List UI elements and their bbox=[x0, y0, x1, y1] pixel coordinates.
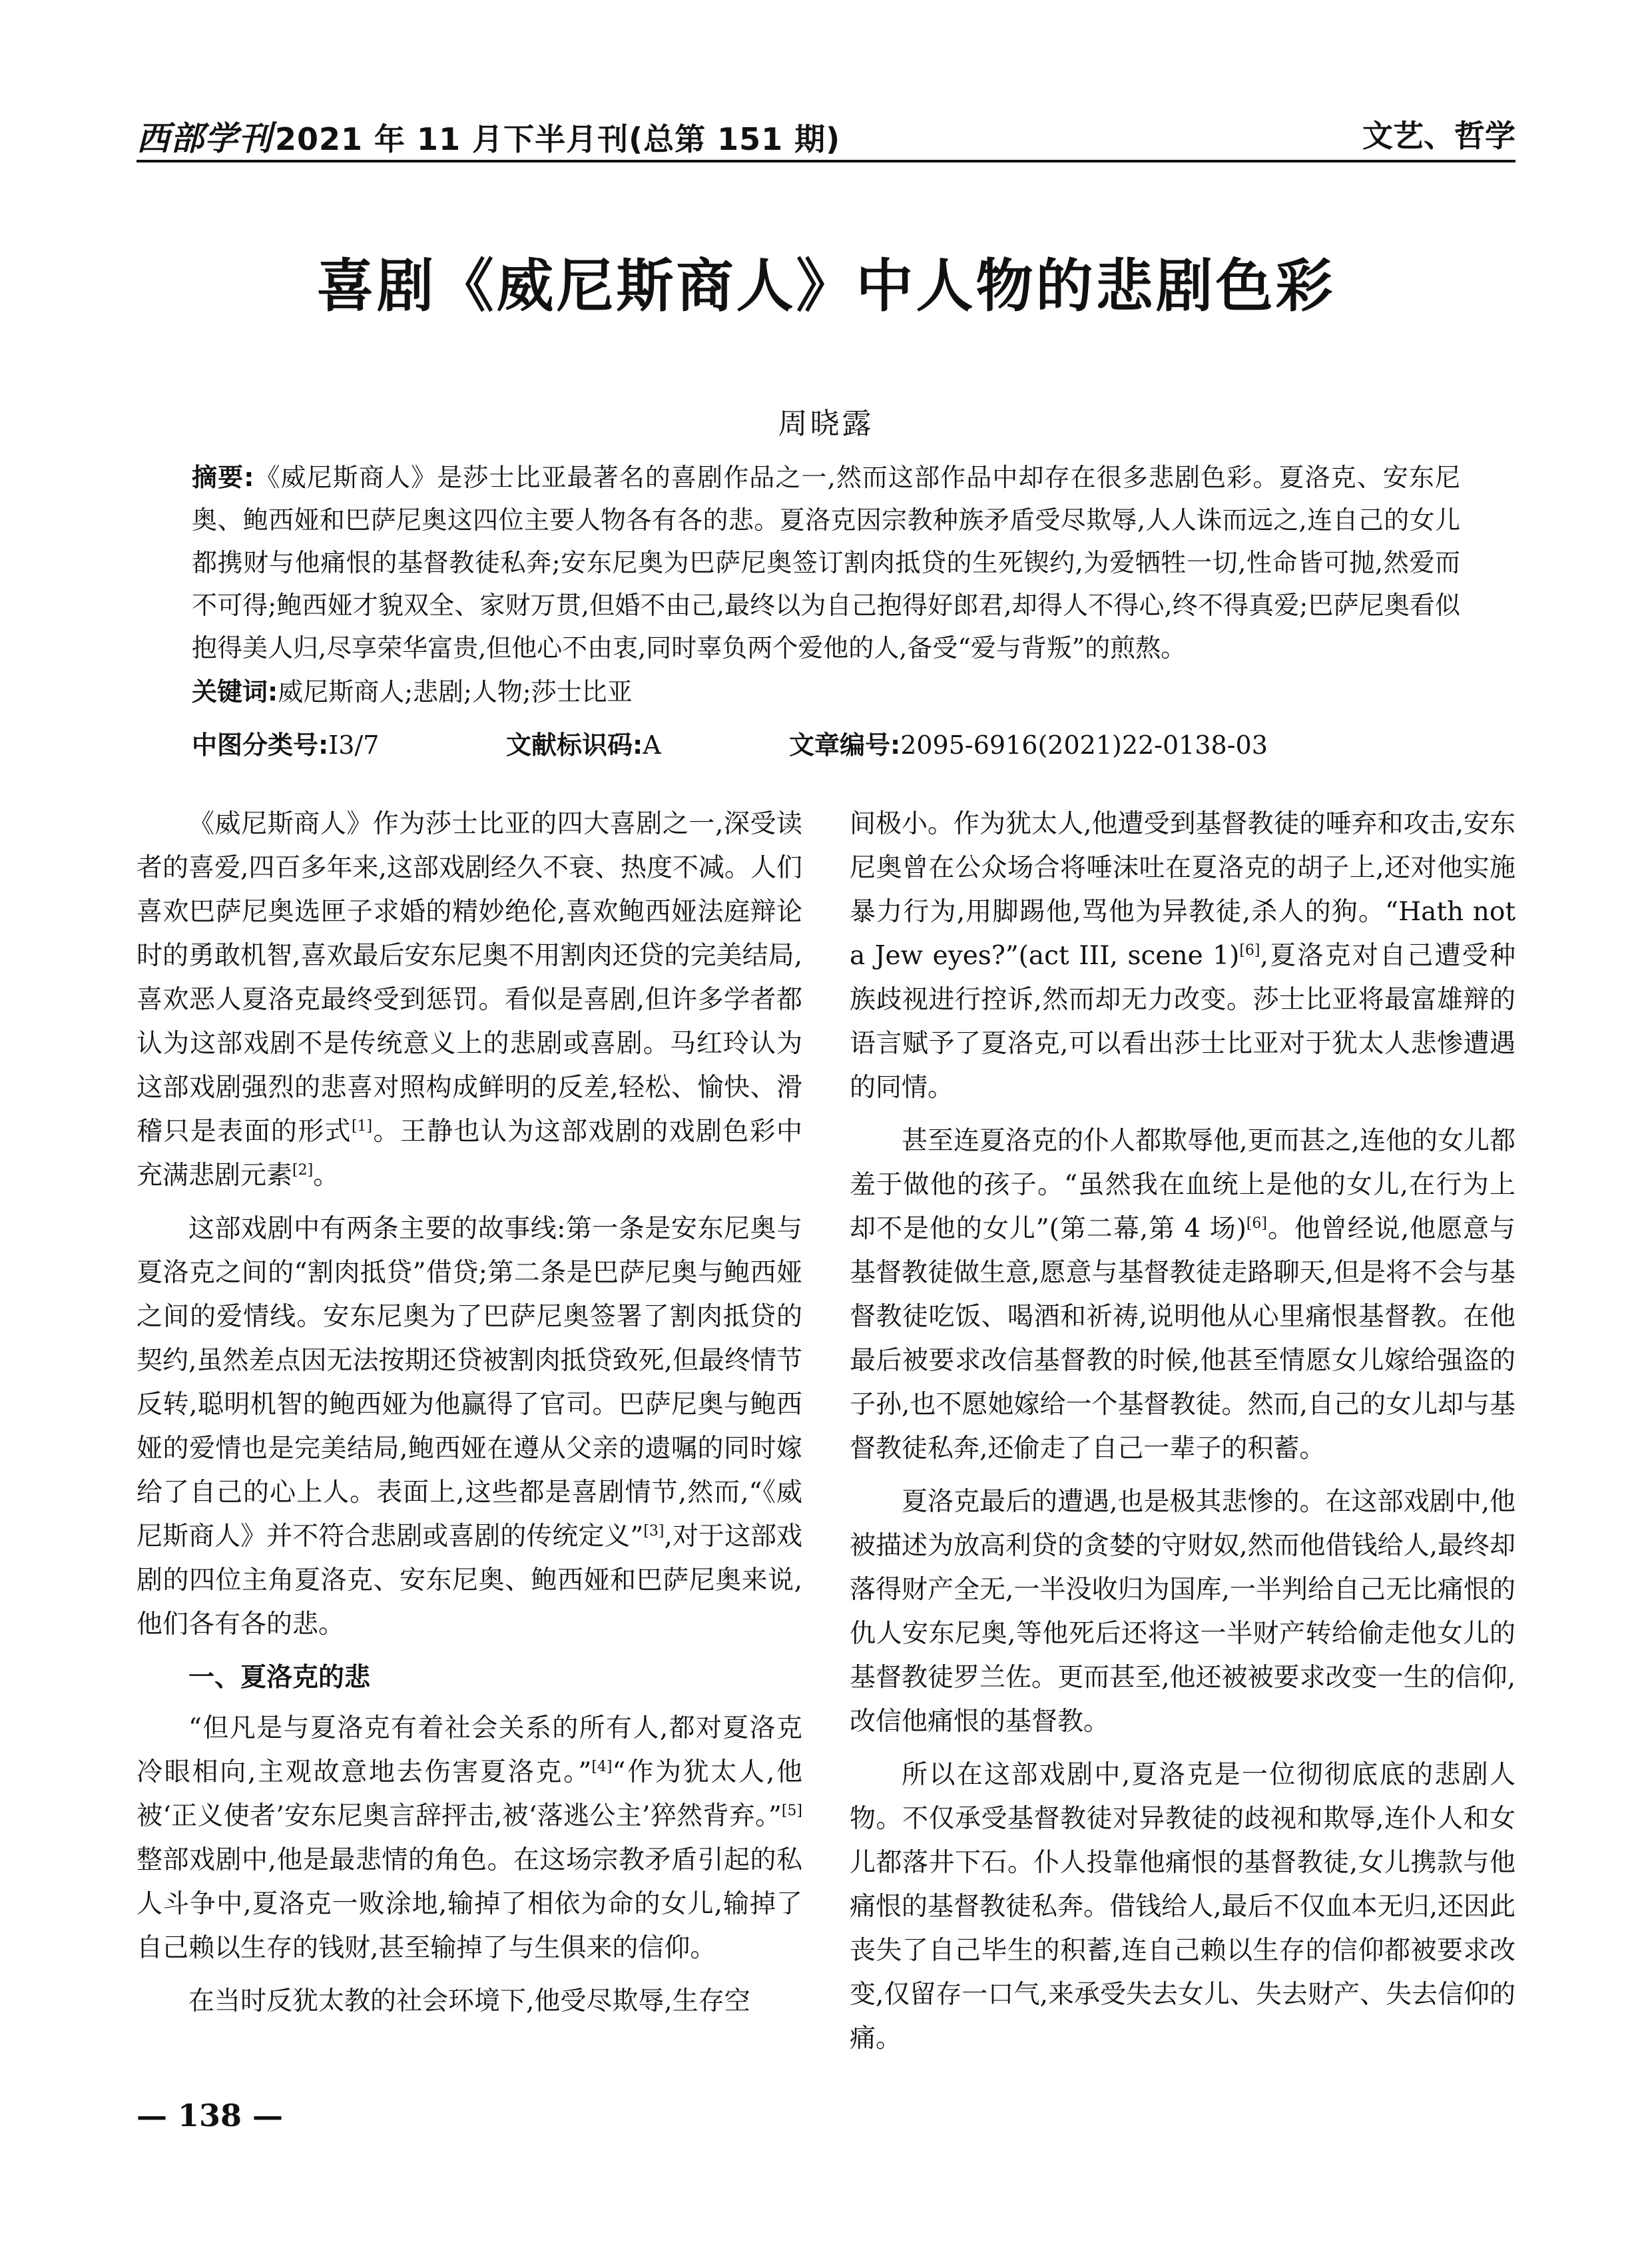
paragraph: 在当时反犹太教的社会环境下,他受尽欺辱,生存空 bbox=[188, 1986, 750, 2016]
abstract-text: 《威尼斯商人》是莎士比亚最著名的喜剧作品之一,然而这部作品中却存在很多悲剧色彩。夏洛克、安东尼奥、鲍西娅和巴萨尼奥这四位主要人物各有各的悲。夏洛克因宗教种族矛盾受尽欺辱,人人诛而远之,连自己的女儿都携财与他痛恨的基督教徒私奔;安东尼奥为巴萨尼奥签订割肉抵贷的生死锲约,为爱牺牲一切,性命皆可抛,然爱而不可得;鲍西娅才貌双全、家财万贯,但婚不由己,最终以为自己抱得好郎君,却得人不得心,终不得真爱;巴萨尼奥看似抱得美人归,尽享荣华富贵,但他心不由衷,同时辜负两个爱他的人,备受“爱与背叛”的煎熬。 bbox=[192, 463, 1460, 663]
citation: [6] bbox=[1246, 1215, 1267, 1232]
document-code bbox=[506, 724, 661, 761]
issue-info: 2021 年 11 月下半月刊(总第 151 期) bbox=[275, 121, 841, 157]
clc-label: 中图分类号: bbox=[192, 730, 329, 760]
clc-value: I3/7 bbox=[328, 730, 380, 760]
paragraph: 夏洛克最后的遭遇,也是极其悲惨的。在这部戏剧中,他被描述为放高利贷的贪婪的守财奴,然而他借钱给人,最终却落得财产全无,一半没收归为国库,一半判给自己无比痛恨的仇人安东尼奥,等他死后还将这一半财产转给偷走他女儿的基督教徒罗兰佐。更而甚至,他还被被要求改变一生的信仰,改信他痛恨的基督教。 bbox=[850, 1487, 1515, 1737]
paragraph: 间极小。作为犹太人,他遭受到基督教徒的唾弃和攻击,安东尼奥曾在公众场合将唾沫吐在夏洛克的胡子上,还对他实施暴力行为,用脚踢他,骂他为异教徒,杀人的狗。“Hath not a Jew eyes?”(act III, scene 1)[6],夏洛克对自己遭受种族歧视进行控诉,然而却无力改变。莎士比亚将最富雄辩的语言赋予了夏洛克,可以看出莎士比亚对于犹太人悲惨遭遇的同情。 bbox=[850, 809, 1515, 1103]
citation: [6] bbox=[1239, 942, 1260, 959]
body-left-column bbox=[137, 802, 802, 2033]
citation: [2] bbox=[292, 1162, 314, 1179]
body-right-column bbox=[850, 802, 1515, 2070]
keywords-text: 威尼斯商人;悲剧;人物;莎士比亚 bbox=[278, 677, 633, 706]
abstract bbox=[192, 456, 1460, 669]
abstract-label: 摘要: bbox=[192, 463, 254, 492]
paragraph: 所以在这部戏剧中,夏洛克是一位彻彻底底的悲剧人物。不仅承受基督教徒对异教徒的歧视和欺辱,连仆人和女儿都落井下石。仆人投靠他痛恨的基督教徒,女儿携款与他痛恨的基督教徒私奔。借钱给人,最后不仅血本无归,还因此丧失了自己毕生的积蓄,连自己赖以生存的信仰都被要求改变,仅留存一口气,来承受失去女儿、失去财产、失去信仰的痛。 bbox=[850, 1760, 1515, 2054]
running-header-issue bbox=[137, 112, 840, 160]
journal-logo: 西部学刊 bbox=[137, 119, 272, 158]
citation: [4] bbox=[591, 1759, 613, 1775]
citation: [1] bbox=[351, 1118, 373, 1135]
paragraph: 甚至连夏洛克的仆人都欺辱他,更而甚之,连他的女儿都羞于做他的孩子。“虽然我在血统上是他的女儿,在行为上却不是他的女儿”(第二幕,第 4 场)[6]。他曾经说,他愿意与基督教徒做生意,愿意与基督教徒走路聊天,但是将不会与基督教徒吃饭、喝酒和祈祷,说明他从心里痛恨基督教。在他最后被要求改信基督教的时候,他甚至情愿女儿嫁给强盗的子孙,也不愿她嫁给一个基督教徒。然而,自己的女儿却与基督教徒私奔,还偷走了自己一辈子的积蓄。 bbox=[850, 1126, 1515, 1464]
doc-code-value: A bbox=[643, 730, 661, 760]
citation: [5] bbox=[781, 1803, 802, 1819]
article-author: 周晓露 bbox=[778, 407, 874, 441]
section-heading: 一、夏洛克的悲 bbox=[188, 1663, 371, 1693]
article-number bbox=[789, 724, 1268, 761]
citation: [3] bbox=[643, 1523, 665, 1540]
paragraph: 《威尼斯商人》作为莎士比亚的四大喜剧之一,深受读者的喜爱,四百多年来,这部戏剧经久不衰、热度不减。人们喜欢巴萨尼奥选匣子求婚的精妙绝伦,喜欢鲍西娅法庭辩论时的勇敢机智,喜欢最后安东尼奥不用割肉还贷的完美结局,喜欢恶人夏洛克最终受到惩罚。看似是喜剧,但许多学者都认为这部戏剧不是传统意义上的悲剧或喜剧。马红玲认为这部戏剧强烈的悲喜对照构成鲜明的反差,轻松、愉快、滑稽只是表面的形式[1]。王静也认为这部戏剧的戏剧色彩中充满悲剧元素[2]。 bbox=[137, 809, 802, 1191]
running-header-section: 文艺、哲学 bbox=[1362, 118, 1515, 154]
paragraph: “但凡是与夏洛克有着社会关系的所有人,都对夏洛克冷眼相向,主观故意地去伤害夏洛克。”[4]“作为犹太人,他被‘正义使者’安东尼奥言辞抨击,被‘落逃公主’猝然背弃。”[5]整部戏剧中,他是最悲情的角色。在这场宗教矛盾引起的私人斗争中,夏洛克一败涂地,输掉了相依为命的女儿,输掉了自己赖以生存的钱财,甚至输掉了与生俱来的信仰。 bbox=[137, 1713, 802, 1963]
article-number-label: 文章编号: bbox=[789, 730, 901, 760]
keywords bbox=[192, 671, 633, 708]
page-number: — 138 — bbox=[137, 2098, 284, 2133]
article-number-value: 2095-6916(2021)22-0138-03 bbox=[900, 730, 1268, 760]
paragraph: 这部戏剧中有两条主要的故事线:第一条是安东尼奥与夏洛克之间的“割肉抵贷”借贷;第二条是巴萨尼奥与鲍西娅之间的爱情线。安东尼奥为了巴萨尼奥签署了割肉抵贷的契约,虽然差点因无法按期还贷被割肉抵贷致死,但最终情节反转,聪明机智的鲍西娅为他赢得了官司。巴萨尼奥与鲍西娅的爱情也是完美结局,鲍西娅在遵从父亲的遗嘱的同时嫁给了自己的心上人。表面上,这些都是喜剧情节,然而,“《威尼斯商人》并不符合悲剧或喜剧的传统定义”[3],对于这部戏剧的四位主角夏洛克、安东尼奥、鲍西娅和巴萨尼奥来说,他们各有各的悲。 bbox=[137, 1214, 802, 1639]
article-title: 喜剧《威尼斯商人》中人物的悲剧色彩 bbox=[316, 253, 1336, 320]
doc-code-label: 文献标识码: bbox=[506, 730, 643, 760]
keywords-label: 关键词: bbox=[192, 677, 278, 706]
header-rule bbox=[137, 160, 1515, 162]
clc-number bbox=[192, 724, 379, 761]
